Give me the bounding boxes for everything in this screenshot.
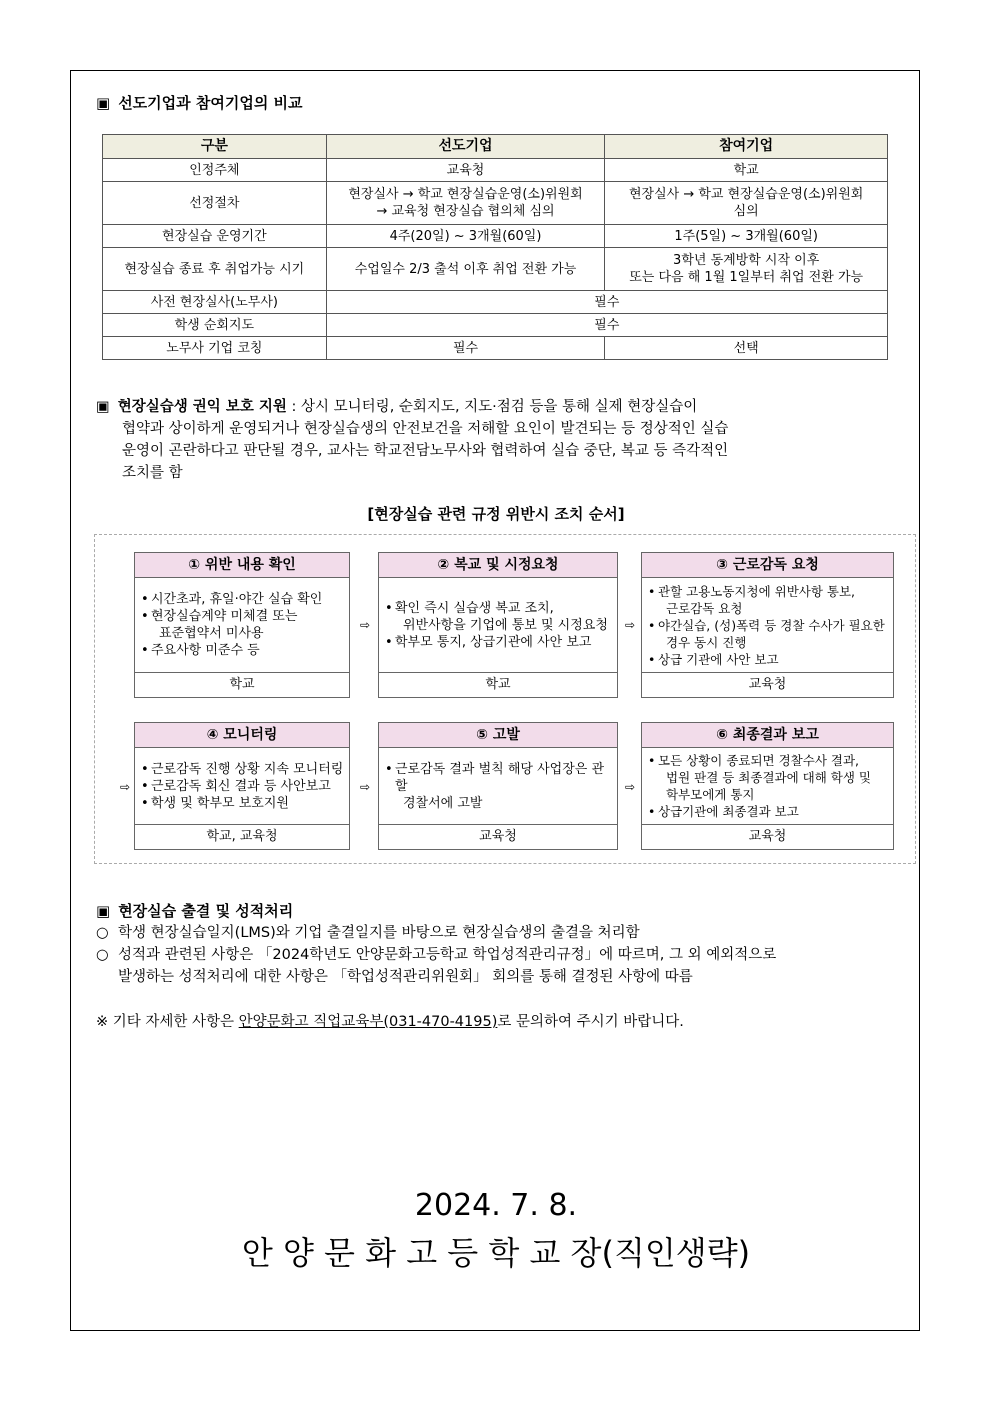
para-line: 운영이 곤란하다고 판단될 경우, 교사는 학교전담노무사와 협력하여 실습 중단, 복교 등 즉각적인 — [122, 443, 729, 459]
table-header: 참여기업 — [605, 135, 888, 159]
step-item: • 근로감독 회신 결과 등 사안보고 — [141, 778, 343, 795]
table-row — [103, 225, 888, 248]
table-header-row — [103, 135, 888, 159]
circle-bullet-icon: ○ — [96, 925, 109, 941]
step-item-cont: 경찰서에 고발 — [403, 795, 483, 811]
cell-line: 심의 — [733, 204, 759, 219]
flow-title: [현장실습 관련 규정 위반시 조치 순서] — [367, 505, 625, 523]
contact-note: ※ 기타 자세한 사항은 안양문화고 직업교육부(031-470-4195)로 문의하여 주시기 바랍니다. — [96, 1014, 684, 1030]
table-row — [103, 182, 888, 225]
cell: 필수 — [326, 291, 887, 314]
step-item-cont: 표준협약서 미사용 — [159, 626, 264, 641]
comparison-table — [102, 134, 888, 360]
arrow-right-icon: ⇨ — [360, 618, 371, 632]
step-title: ① 위반 내용 확인 — [135, 553, 349, 578]
step-body — [642, 748, 893, 824]
step-body — [642, 578, 893, 672]
row-label: 현장실습 운영기간 — [103, 225, 327, 248]
step-item: • 현장실습계약 미체결 또는 — [141, 608, 322, 625]
list-item: ○ 학생 현장실습일지(LMS)와 기업 출결일지를 바탕으로 현장실습생의 출결을 처리함 — [96, 922, 896, 944]
step-owner: 교육청 — [642, 824, 893, 849]
cell-line: 3학년 동계방학 시작 이후 — [673, 253, 820, 268]
cell-line: 또는 다음 해 1월 1일부터 취업 전환 가능 — [629, 270, 864, 285]
cell: 교육청 — [326, 159, 605, 182]
document-date: 2024. 7. 8. — [414, 1188, 578, 1223]
arrow-right-icon: ⇨ — [120, 780, 131, 794]
rights-protection-paragraph — [96, 396, 896, 484]
row-label: 현장실습 종료 후 취업가능 시기 — [103, 248, 327, 291]
cell: 학교 — [605, 159, 888, 182]
step-item: • 시간초과, 휴일·야간 실습 확인 — [141, 591, 322, 608]
step-body — [379, 578, 617, 672]
list-item: ○ 성적과 관련된 사항은 「2024학년도 안양문화고등학교 학업성적관리규정」에 따르며, 그 외 예외적으로 발생하는 성적처리에 대한 사항은 「학업성적관리위원회」 회의를 통해 결정된 사항에 따름 — [96, 944, 896, 988]
cell: 4주(20일) ~ 3개월(60일) — [326, 225, 605, 248]
step-box-3 — [641, 552, 894, 698]
row-label: 선정절차 — [103, 182, 327, 225]
step-box-4 — [134, 722, 350, 850]
step-item-cont: 학부모에게 통지 — [666, 787, 755, 802]
square-marker-icon: ▣ — [96, 399, 110, 415]
table-header: 구분 — [103, 135, 327, 159]
step-item: • 관할 고용노동지청에 위반사항 통보, — [648, 583, 885, 600]
step-box-6 — [641, 722, 894, 850]
step-owner: 학교 — [379, 672, 617, 697]
step-title: ④ 모니터링 — [135, 723, 349, 748]
step-box-1 — [134, 552, 350, 698]
section2-title: 현장실습생 권익 보호 지원 — [117, 399, 287, 415]
circle-bullet-icon: ○ — [96, 947, 109, 963]
flow-diagram — [94, 534, 916, 864]
cell-line: → 교육청 현장실습 협의체 심의 — [376, 204, 555, 219]
step-title: ⑤ 고발 — [379, 723, 617, 748]
row-label: 노무사 기업 코칭 — [103, 337, 327, 360]
step-body — [135, 578, 349, 672]
cell: 수업일수 2/3 출석 이후 취업 전환 가능 — [326, 248, 605, 291]
step-title: ⑥ 최종결과 보고 — [642, 723, 893, 748]
row-label: 인정주체 — [103, 159, 327, 182]
step-box-2 — [378, 552, 618, 698]
step-title: ③ 근로감독 요청 — [642, 553, 893, 578]
cell — [326, 182, 605, 225]
arrow-right-icon: ⇨ — [625, 780, 636, 794]
step-item-cont: 근로감독 요청 — [666, 600, 743, 616]
section1-heading: ▣ 선도기업과 참여기업의 비교 — [96, 94, 303, 112]
signature-line: 안 양 문 화 고 등 학 교 장(직인생략) — [241, 1234, 751, 1272]
square-marker-icon: ▣ — [96, 94, 111, 112]
step-owner: 교육청 — [379, 824, 617, 849]
table-row — [103, 291, 888, 314]
para-line: 협약과 상이하게 운영되거나 현장실습생의 안전보건을 저해할 요인이 발견되는 등 정상적인 실습 — [122, 421, 729, 437]
step-item: • 근로감독 진행 상황 지속 모니터링 — [141, 761, 343, 778]
cell: 1주(5일) ~ 3개월(60일) — [605, 225, 888, 248]
step-item-cont: 법원 판결 등 최종결과에 대해 학생 및 — [666, 770, 871, 785]
square-marker-icon: ▣ — [96, 902, 111, 920]
attendance-section — [96, 900, 896, 988]
step-body — [135, 748, 349, 824]
section3-heading: ▣ 현장실습 출결 및 성적처리 — [96, 902, 294, 920]
step-item: • 상급 기관에 사안 보고 — [648, 651, 885, 668]
arrow-right-icon: ⇨ — [625, 618, 636, 632]
step-item: • 학생 및 학부모 보호지원 — [141, 795, 343, 812]
cell: 선택 — [605, 337, 888, 360]
table-row — [103, 337, 888, 360]
cell — [605, 248, 888, 291]
cell-line: 현장실사 → 학교 현장실습운영(소)위원회 — [348, 187, 583, 202]
step-item-cont: 위반사항을 기업에 통보 및 시정요청 — [403, 617, 608, 633]
step-item: • 근로감독 결과 벌칙 해당 사업장은 관할 — [385, 761, 613, 795]
table-header: 선도기업 — [326, 135, 605, 159]
step-item-cont: 경우 동시 진행 — [666, 634, 747, 650]
arrow-right-icon: ⇨ — [360, 780, 371, 794]
cell — [605, 182, 888, 225]
row-label: 학생 순회지도 — [103, 314, 327, 337]
table-row — [103, 314, 888, 337]
row-label: 사전 현장실사(노무사) — [103, 291, 327, 314]
step-owner: 학교 — [135, 672, 349, 697]
table-row — [103, 248, 888, 291]
step-item: • 상급기관에 최종결과 보고 — [648, 803, 871, 820]
step-owner: 교육청 — [642, 672, 893, 697]
cell: 필수 — [326, 314, 887, 337]
step-owner: 학교, 교육청 — [135, 824, 349, 849]
contact-info: 안양문화고 직업교육부(031-470-4195) — [238, 1014, 498, 1030]
table-row — [103, 159, 888, 182]
step-body — [379, 748, 617, 824]
step-item: • 확인 즉시 실습생 복교 조치, — [385, 600, 608, 617]
step-title: ② 복교 및 시정요청 — [379, 553, 617, 578]
para-line: 조치를 함 — [122, 465, 183, 481]
step-item: • 주요사항 미준수 등 — [141, 642, 322, 659]
para-line: : 상시 모니터링, 순회지도, 지도·점검 등을 통해 실제 현장실습이 — [286, 399, 698, 415]
step-box-5 — [378, 722, 618, 850]
step-item: • 학부모 통지, 상급기관에 사안 보고 — [385, 634, 608, 651]
step-item: • 모든 상황이 종료되면 경찰수사 결과, — [648, 752, 871, 769]
step-item: • 야간실습, (성)폭력 등 경찰 수사가 필요한 — [648, 617, 885, 634]
cell-line: 현장실사 → 학교 현장실습운영(소)위원회 — [628, 187, 864, 202]
cell: 필수 — [326, 337, 605, 360]
reference-mark-icon: ※ — [96, 1014, 109, 1030]
